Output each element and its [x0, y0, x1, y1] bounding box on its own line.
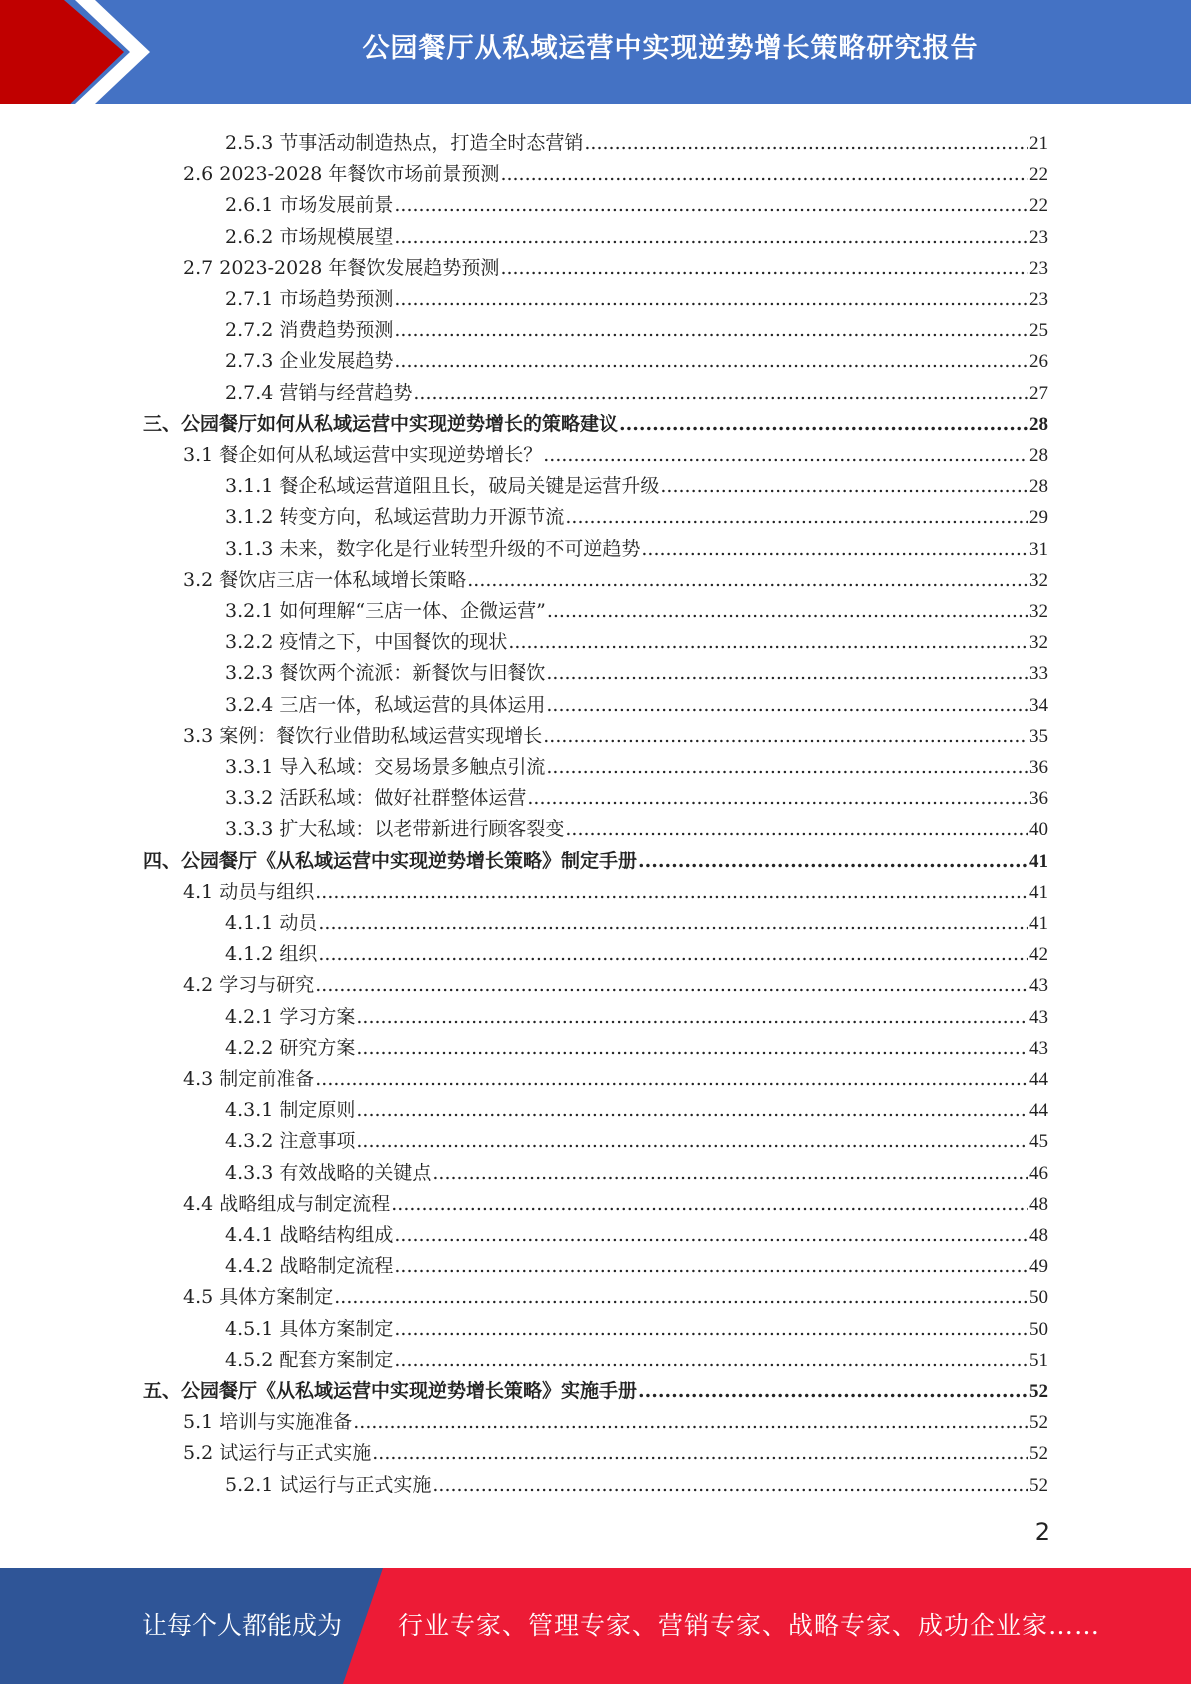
toc-dot-leader [638, 846, 1028, 877]
toc-dot-leader [318, 908, 1028, 939]
toc-entry[interactable] [225, 658, 1048, 689]
toc-entry-label: 3.2.1 如何理解“三店一体、企微运营” [225, 600, 546, 622]
toc-entry[interactable] [225, 627, 1048, 658]
toc-entry[interactable] [183, 721, 1048, 752]
toc-entry-page: 50 [1029, 1318, 1048, 1340]
toc-entry[interactable] [225, 1095, 1048, 1126]
toc-dot-leader [356, 1033, 1028, 1064]
toc-entry-page: 42 [1029, 944, 1048, 966]
toc-entry-label: 4.2.1 学习方案 [225, 1005, 356, 1028]
toc-entry[interactable] [225, 190, 1048, 221]
toc-dot-leader [508, 627, 1028, 658]
toc-entry[interactable] [225, 378, 1048, 409]
toc-entry[interactable] [225, 1470, 1048, 1501]
toc-entry-label: 4.5.2 配套方案制定 [225, 1348, 394, 1371]
toc-entry-page: 41 [1029, 913, 1048, 934]
toc-entry-label: 2.7.3 企业发展趋势 [225, 350, 394, 373]
footer-slogan-right: 行业专家、管理专家、营销专家、战略专家、成功企业家…… [398, 1611, 1101, 1640]
toc-dot-leader [394, 1345, 1028, 1376]
toc-entry-page: 48 [1029, 1225, 1048, 1246]
toc-entry-page: 29 [1029, 507, 1048, 529]
toc-entry-page: 26 [1029, 351, 1048, 373]
toc-dot-leader [372, 1438, 1028, 1469]
toc-entry[interactable] [183, 159, 1048, 190]
toc-dot-leader [394, 1314, 1028, 1345]
toc-dot-leader [546, 658, 1028, 689]
toc-entry[interactable] [225, 284, 1048, 315]
toc-entry-label: 4.1 动员与组织 [183, 880, 315, 903]
toc-entry-page: 23 [1029, 289, 1048, 310]
toc-entry-label: 3.3.2 活跃私域：做好社群整体运营 [225, 787, 527, 810]
toc-dot-leader [356, 1126, 1028, 1157]
page-header [0, 0, 1191, 110]
toc-entry[interactable] [183, 1407, 1048, 1438]
toc-entry-label: 3.3 案例：餐饮行业借助私域运营实现增长 [183, 724, 543, 747]
toc-entry-page: 22 [1029, 164, 1048, 186]
toc-entry-page: 36 [1029, 788, 1048, 810]
toc-dot-leader [391, 1189, 1028, 1220]
toc-entry[interactable] [183, 1189, 1048, 1220]
toc-dot-leader [565, 814, 1028, 845]
toc-entry-label: 2.7 2023-2028 年餐饮发展趋势预测 [183, 256, 500, 279]
toc-entry-page: 52 [1029, 1474, 1048, 1496]
toc-entry-label: 4.3.2 注意事项 [225, 1130, 356, 1153]
toc-entry-label: 4.4.2 战略制定流程 [225, 1255, 394, 1278]
toc-entry-page: 22 [1029, 195, 1048, 217]
toc-dot-leader [467, 565, 1028, 596]
toc-entry[interactable] [225, 346, 1048, 377]
toc-entry-label: 4.3 制定前准备 [183, 1068, 315, 1090]
toc-entry-page: 43 [1029, 1037, 1048, 1059]
toc-entry-label: 2.6.2 市场规模展望 [225, 225, 394, 248]
toc-entry[interactable] [225, 908, 1048, 939]
toc-entry-label: 3.2 餐饮店三店一体私域增长策略 [183, 568, 467, 591]
toc-entry[interactable] [183, 253, 1048, 284]
toc-dot-leader [394, 222, 1028, 253]
toc-entry-page: 52 [1029, 1443, 1048, 1465]
toc-entry-page: 32 [1029, 632, 1048, 654]
toc-entry-page: 44 [1029, 1069, 1048, 1090]
toc-entry[interactable] [225, 1345, 1048, 1376]
toc-dot-leader [527, 783, 1028, 814]
toc-entry[interactable] [225, 783, 1048, 814]
toc-dot-leader [547, 596, 1028, 627]
toc-entry-page: 49 [1029, 1256, 1048, 1278]
toc-entry-label: 3.2.2 疫情之下，中国餐饮的现状 [225, 631, 508, 654]
toc-entry[interactable] [225, 752, 1048, 783]
toc-dot-leader [619, 409, 1028, 440]
toc-entry-page: 23 [1029, 226, 1048, 248]
toc-dot-leader [413, 378, 1028, 409]
toc-dot-leader [356, 1095, 1028, 1126]
toc-entry[interactable] [183, 877, 1048, 908]
toc-entry-label: 3.1.1 餐企私域运营道阻且长，破局关键是运营升级 [225, 475, 660, 498]
toc-entry-label: 5.2 试运行与正式实施 [183, 1442, 372, 1465]
toc-entry-label: 2.7.2 消费趋势预测 [225, 319, 394, 342]
toc-entry-page: 28 [1029, 413, 1048, 435]
toc-entry-page: 45 [1029, 1131, 1048, 1153]
toc-entry-label: 四、公园餐厅《从私域运营中实现逆势增长策略》制定手册 [143, 849, 638, 872]
toc-entry-label: 3.3.1 导入私域：交易场景多触点引流 [225, 756, 546, 778]
toc-entry-label: 3.2.3 餐饮两个流派：新餐饮与旧餐饮 [225, 662, 546, 685]
toc-entry-label: 4.5.1 具体方案制定 [225, 1317, 394, 1340]
toc-dot-leader [394, 315, 1028, 346]
page-footer [0, 1568, 1191, 1684]
toc-entry-label: 3.1 餐企如何从私域运营中实现逆势增长？ [183, 444, 543, 466]
toc-entry-page: 43 [1029, 1006, 1048, 1028]
toc-entry[interactable] [225, 502, 1048, 533]
footer-slogan-left: 让每个人都能成为 [142, 1611, 343, 1640]
toc-entry-label: 4.5 具体方案制定 [183, 1286, 334, 1309]
toc-entry[interactable] [225, 1220, 1048, 1251]
toc-entry-page: 21 [1029, 133, 1048, 154]
toc-entry-label: 5.2.1 试运行与正式实施 [225, 1473, 432, 1496]
toc-entry-page: 36 [1029, 757, 1048, 778]
toc-entry[interactable] [183, 1438, 1048, 1469]
toc-dot-leader [315, 1064, 1028, 1095]
toc-dot-leader [500, 159, 1028, 190]
toc-dot-leader [432, 1470, 1028, 1501]
toc-entry-label: 5.1 培训与实施准备 [183, 1411, 353, 1434]
toc-entry-page: 44 [1029, 1100, 1048, 1122]
toc-dot-leader [660, 471, 1028, 502]
toc-entry[interactable] [183, 565, 1048, 596]
toc-entry[interactable] [143, 1376, 1048, 1407]
toc-entry-label: 4.1.2 组织 [225, 943, 318, 966]
toc-entry[interactable] [225, 471, 1048, 502]
toc-entry-label: 4.1.1 动员 [225, 912, 318, 934]
toc-dot-leader [584, 128, 1028, 159]
toc-entry-page: 23 [1029, 257, 1048, 279]
toc-entry[interactable] [225, 315, 1048, 346]
toc-entry-page: 31 [1029, 538, 1048, 560]
toc-entry[interactable] [225, 128, 1048, 159]
toc-dot-leader [356, 1002, 1028, 1033]
toc-dot-leader [432, 1158, 1028, 1189]
toc-entry-label: 4.3.1 制定原则 [225, 1099, 356, 1122]
toc-entry[interactable] [225, 814, 1048, 845]
toc-entry-page: 27 [1029, 382, 1048, 404]
toc-entry[interactable] [225, 1002, 1048, 1033]
toc-dot-leader [638, 1376, 1028, 1407]
toc-entry[interactable] [225, 1251, 1048, 1282]
toc-entry-page: 28 [1029, 476, 1048, 498]
toc-entry-label: 4.3.3 有效战略的关键点 [225, 1161, 432, 1184]
toc-entry-page: 34 [1029, 694, 1048, 716]
toc-entry[interactable] [183, 1282, 1048, 1313]
toc-entry-page: 50 [1029, 1287, 1048, 1309]
toc-dot-leader [394, 1220, 1028, 1251]
toc-dot-leader [394, 1251, 1028, 1282]
toc-entry-label: 3.1.3 未来，数字化是行业转型升级的不可逆趋势 [225, 537, 641, 560]
toc-entry-page: 32 [1029, 569, 1048, 591]
toc-dot-leader [394, 284, 1028, 315]
toc-dot-leader [546, 752, 1028, 783]
toc-entry-page: 41 [1029, 850, 1048, 872]
toc-entry-page: 52 [1029, 1412, 1048, 1434]
toc-entry[interactable] [225, 939, 1048, 970]
toc-entry-label: 2.5.3 节事活动制造热点，打造全时态营销 [225, 132, 584, 154]
toc-entry[interactable] [225, 690, 1048, 721]
toc-entry-label: 五、公园餐厅《从私域运营中实现逆势增长策略》实施手册 [143, 1380, 638, 1402]
document-title: 公园餐厅从私域运营中实现逆势增长策略研究报告 [362, 33, 979, 64]
toc-dot-leader [394, 346, 1028, 377]
toc-dot-leader [394, 190, 1028, 221]
toc-dot-leader [353, 1407, 1028, 1438]
toc-dot-leader [546, 690, 1028, 721]
toc-dot-leader [641, 534, 1028, 565]
toc-dot-leader [315, 970, 1028, 1001]
page-number: 2 [1034, 1518, 1050, 1546]
toc-dot-leader [318, 939, 1028, 970]
toc-entry[interactable] [225, 1033, 1048, 1064]
toc-dot-leader [334, 1282, 1028, 1313]
toc-entry[interactable] [183, 440, 1048, 471]
toc-dot-leader [543, 721, 1028, 752]
toc-entry-label: 2.6.1 市场发展前景 [225, 194, 394, 217]
toc-dot-leader [543, 440, 1028, 471]
toc-entry-page: 46 [1029, 1162, 1048, 1184]
toc-dot-leader [565, 502, 1028, 533]
toc-entry[interactable] [225, 596, 1048, 627]
toc-entry-label: 4.2 学习与研究 [183, 974, 315, 997]
toc-entry-page: 43 [1029, 975, 1048, 997]
toc-entry[interactable] [225, 222, 1048, 253]
toc-entry-label: 2.7.1 市场趋势预测 [225, 288, 394, 310]
toc-entry[interactable] [225, 534, 1048, 565]
toc-entry-page: 32 [1029, 601, 1048, 622]
toc-entry[interactable] [225, 1314, 1048, 1345]
toc-dot-leader [500, 253, 1028, 284]
toc-entry-label: 三、公园餐厅如何从私域运营中实现逆势增长的策略建议 [143, 412, 619, 435]
toc-entry-label: 2.6 2023-2028 年餐饮市场前景预测 [183, 163, 500, 186]
toc-entry-label: 3.2.4 三店一体，私域运营的具体运用 [225, 693, 546, 716]
toc-entry-page: 28 [1029, 445, 1048, 466]
toc-entry-label: 2.7.4 营销与经营趋势 [225, 381, 413, 404]
header-bottom-line [0, 104, 1191, 110]
toc-entry-page: 40 [1029, 819, 1048, 841]
toc-entry[interactable] [183, 970, 1048, 1001]
toc-entry-page: 41 [1029, 881, 1048, 903]
toc-entry[interactable] [183, 1064, 1048, 1095]
toc-entry-page: 48 [1029, 1193, 1048, 1215]
toc-entry-page: 33 [1029, 663, 1048, 685]
toc-entry-page: 51 [1029, 1349, 1048, 1371]
toc-entry[interactable] [225, 1158, 1048, 1189]
toc-entry-label: 4.2.2 研究方案 [225, 1036, 356, 1059]
toc-entry-label: 4.4.1 战略结构组成 [225, 1224, 394, 1246]
toc-dot-leader [315, 877, 1028, 908]
toc-entry-page: 52 [1029, 1381, 1048, 1402]
toc-entry-page: 25 [1029, 320, 1048, 342]
toc-entry[interactable] [143, 409, 1048, 440]
toc-entry-label: 3.1.2 转变方向，私域运营助力开源节流 [225, 506, 565, 529]
toc-entry[interactable] [225, 1126, 1048, 1157]
toc-entry-label: 4.4 战略组成与制定流程 [183, 1192, 391, 1215]
toc-entry-label: 3.3.3 扩大私域：以老带新进行顾客裂变 [225, 818, 565, 841]
toc-entry-page: 35 [1029, 725, 1048, 747]
toc-entry[interactable] [143, 846, 1048, 877]
